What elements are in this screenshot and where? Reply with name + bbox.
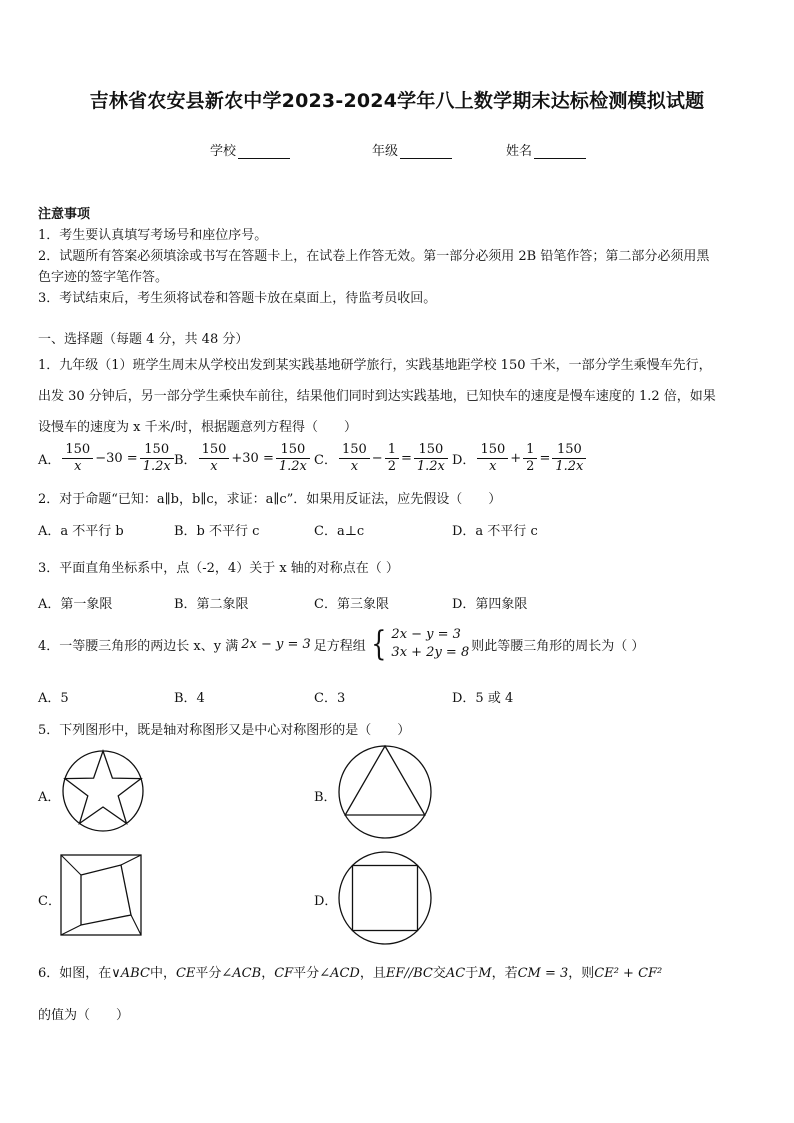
circle-triangle-figure <box>337 744 433 840</box>
q4-option-b: B．4 <box>174 691 205 706</box>
note-item-3: 3．考试结束后，考生须将试卷和答题卡放在桌面上，待监考员收回。 <box>38 291 437 306</box>
q4-text: 4．一等腰三角形的两边长 x、y 满 2x − y = 3 足方程组 { 2x − y = 3 3x + 2y = 8 则此等腰三角形的周长为（ ） <box>38 624 645 664</box>
page-title: 吉林省农安县新农中学2023-2024学年八上数学期末达标检测模拟试题 <box>89 90 705 112</box>
note-item-1: 1．考生要认真填写考场号和座位序号。 <box>38 228 268 243</box>
q1-line-3: 设慢车的速度为 x 千米/时，根据题意列方程得（ ） <box>38 420 357 435</box>
notes-heading: 注意事项 <box>38 207 91 222</box>
grade-label: 年级 <box>372 144 399 159</box>
note-item-2-cont: 色字迹的签字笔作答。 <box>38 270 169 285</box>
q1-line-2: 出发 30 分钟后，另一部分学生乘快车前往，结果他们同时到达实践基地，已知快车的速度是慢车速度的 1.2 倍，如果 <box>38 389 716 404</box>
name-field <box>506 140 586 159</box>
section-heading: 一、选择题（每题 4 分，共 48 分） <box>38 332 249 347</box>
q2-option-c: C．a⊥c <box>314 524 365 539</box>
q1-option-a: A． $\frac{150}{x}$ −30 = $\frac{150}{1.2x}$ <box>38 442 176 475</box>
q4-option-a: A．5 <box>38 691 69 706</box>
q4-option-d: D．5 或 4 <box>452 691 514 706</box>
circle-star-figure <box>60 748 146 834</box>
q5-label-a: A． <box>38 790 61 805</box>
name-label: 姓名 <box>506 144 533 159</box>
name-blank <box>534 144 586 159</box>
school-field <box>210 140 290 159</box>
equation-system: { 2x − y = 3 3x + 2y = 8 <box>371 624 470 664</box>
q6-line-2: 的值为（ ） <box>38 1008 130 1023</box>
q3-text: 3．平面直角坐标系中，点（-2，4）关于 x 轴的对称点在（ ） <box>38 561 399 576</box>
q1-option-d: D． $\frac{150}{x}$ + $\frac{1}{2}$ = $\frac{150}{1.2x}$ <box>452 442 588 475</box>
q2-option-a: A．a 不平行 b <box>38 524 124 539</box>
q2-option-b: B．b 不平行 c <box>174 524 260 539</box>
school-label: 学校 <box>210 144 237 159</box>
grade-field <box>372 140 452 159</box>
q3-option-d: D．第四象限 <box>452 597 528 612</box>
q5-label-b: B． <box>314 790 337 805</box>
q3-option-c: C．第三象限 <box>314 597 389 612</box>
q5-label-c: C． <box>38 894 61 909</box>
brace-icon: { <box>371 624 387 664</box>
grade-blank <box>400 144 452 159</box>
note-item-2: 2．试题所有答案必须填涂或书写在答题卡上，在试卷上作答无效。第一部分必须用 2B 铅笔作答；第二部分必须用黑 <box>38 249 710 264</box>
q3-option-a: A．第一象限 <box>38 597 113 612</box>
q1-line-1: 1．九年级（1）班学生周末从学校出发到某实践基地研学旅行，实践基地距学校 150 千米，一部分学生乘慢车先行， <box>38 358 712 373</box>
q2-option-d: D．a 不平行 c <box>452 524 538 539</box>
q6-text: 6．如图，在∨ABC中，CE平分∠ACB，CF平分∠ACD，且EF//BC交AC于M，若CM = 3，则CE² + CF² <box>38 966 663 981</box>
q1-option-c: C． $\frac{150}{x}$ − $\frac{1}{2}$ = $\frac{150}{1.2x}$ <box>314 442 450 475</box>
q1-option-b: B． $\frac{150}{x}$ +30 = $\frac{150}{1.2x}$ <box>174 442 312 475</box>
q4-option-c: C．3 <box>314 691 346 706</box>
q5-text: 5．下列图形中，既是轴对称图形又是中心对称图形的是（ ） <box>38 723 411 738</box>
q2-text: 2．对于命题“已知：a∥b，b∥c，求证：a∥c”．如果用反证法，应先假设（ ） <box>38 492 502 507</box>
school-blank <box>238 144 290 159</box>
square-pinwheel-figure <box>60 854 142 936</box>
q5-label-d: D． <box>314 894 338 909</box>
circle-square-figure <box>337 850 433 946</box>
q3-option-b: B．第二象限 <box>174 597 249 612</box>
